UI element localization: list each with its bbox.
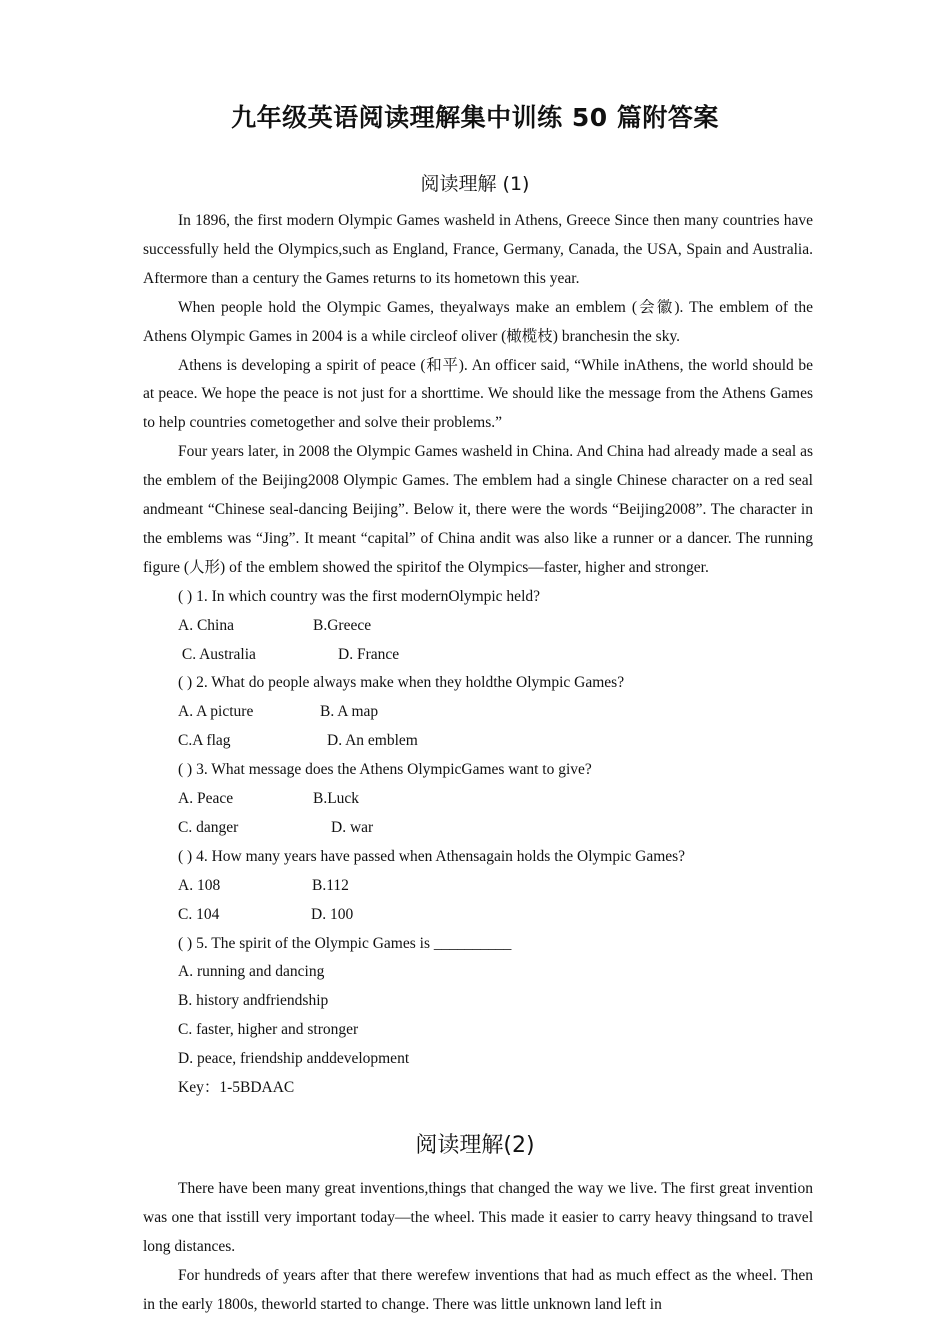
question-2-options-row-2 (143, 727, 813, 756)
paragraph: In 1896, the first modern Olympic Games washeld in Athens, Greece Since then many countries have successfully held the Olympics,such as England, France, Germany, Canada, the USA, Spain and Australia. Aftermore than a century the Games returns to its hometown this year. (143, 212, 813, 287)
question-1-options-row-2 (143, 641, 813, 670)
option: B.Luck (313, 790, 360, 808)
paragraph: For hundreds of years after that there werefew inventions that had as much effect as the wheel. Then in the early 1800s, theworld started to change. There was little unknown land left in (143, 1266, 813, 1313)
question-3-options-row-1 (143, 785, 813, 814)
question-4-options-row-1 (143, 872, 813, 901)
option: A. China (178, 616, 234, 634)
section-1-heading: 阅读理解 (1) (420, 173, 530, 195)
section-1-body (143, 207, 813, 1103)
question-3: ( ) 3. What message does the Athens OlympicGames want to give? (178, 761, 592, 779)
document-title: 九年级英语阅读理解集中训练 50 篇附答案 (231, 103, 719, 132)
option: C. faster, higher and stronger (178, 1021, 359, 1039)
option: A. Peace (178, 790, 234, 808)
section-2-body (143, 1175, 813, 1320)
option: C. danger (178, 818, 239, 836)
option: B.Greece (313, 616, 372, 634)
question-2: ( ) 2. What do people always make when they holdthe Olympic Games? (178, 674, 625, 692)
question-2-options-row-1 (143, 698, 813, 727)
paragraph: There have been many great inventions,things that changed the way we live. The first great invention was one that isstill very important today—the wheel. This made it easier to carry heavy thingsand to travel long distances. (143, 1180, 813, 1255)
section-2-heading: 阅读理解(2) (415, 1133, 535, 1158)
option: D. An emblem (327, 732, 418, 750)
question-4: ( ) 4. How many years have passed when Athensagain holds the Olympic Games? (178, 847, 686, 865)
option: A. A picture (178, 703, 254, 721)
option: D. France (338, 645, 400, 663)
option: B. A map (320, 703, 379, 721)
option: C. 104 (178, 905, 220, 923)
option: A. running and dancing (178, 963, 325, 981)
option: C.A flag (178, 732, 231, 750)
paragraph: Athens is developing a spirit of peace (和平). An officer said, “While inAthens, the world should be at peace. We hope the peace is not just for a shorttime. We should like the message from the Athens Games to help countries cometogether and solve their problems.” (143, 356, 813, 432)
paragraph: Four years later, in 2008 the Olympic Games washeld in China. And China had already made a seal as the emblem of the Beijing2008 Olympic Games. The emblem had a single Chinese character on a red seal andmeant “Chinese seal-dancing Beijing”. Below it, there were the words “Beijing2008”. The character in the emblems was “Jing”. It meant “capital” of China andit was also like a runner or a dancer. The running figure (人形) of the emblem showed the spiritof the Olympics—faster, higher and stronger. (143, 443, 813, 576)
option: D. 100 (311, 905, 354, 923)
option: D. peace, friendship anddevelopment (178, 1050, 410, 1068)
question-3-options-row-2 (143, 814, 813, 843)
option: B. history andfriendship (178, 992, 329, 1010)
question-5: ( ) 5. The spirit of the Olympic Games is __________ (178, 934, 512, 952)
option: D. war (331, 818, 374, 836)
question-4-options-row-2 (143, 901, 813, 930)
option: A. 108 (178, 876, 221, 894)
paragraph: When people hold the Olympic Games, theyalways make an emblem (会徽). The emblem of the Athens Olympic Games in 2004 is a while circleof oliver (橄榄枝) branchesin the sky. (143, 298, 813, 345)
question-1: ( ) 1. In which country was the first modernOlympic held? (178, 587, 541, 605)
option: C. Australia (178, 645, 256, 663)
answer-key: Key：1-5BDAAC (178, 1079, 295, 1097)
question-1-options-row-1 (143, 612, 813, 641)
option: B.112 (312, 876, 349, 894)
